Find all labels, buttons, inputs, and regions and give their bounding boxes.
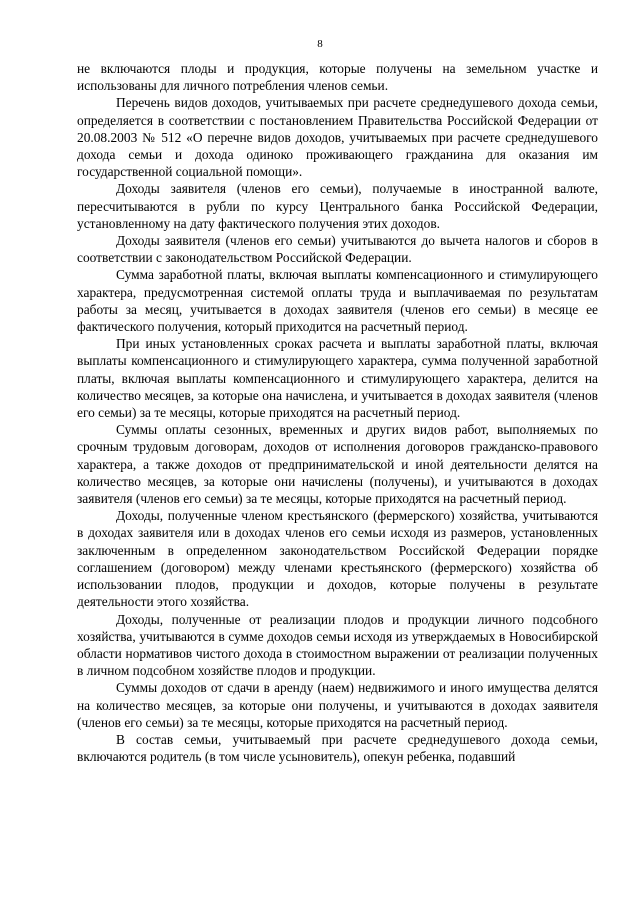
paragraph-4: Доходы заявителя (членов его семьи) учитываются до вычета налогов и сборов в соответствии с законодательством Российской Федерации. bbox=[77, 233, 598, 266]
page-number: 8 bbox=[317, 38, 323, 50]
document-body bbox=[77, 60, 598, 765]
paragraph-1: не включаются плоды и продукция, которые получены на земельном участке и использованы для личного потребления членов семьи. bbox=[77, 61, 598, 94]
paragraph-9: Доходы, полученные от реализации плодов и продукции личного подсобного хозяйства, учитываются в сумме доходов семьи исходя из утверждаемых в Новосибирской области нормативов чистого дохода в стоимостном выражении от реализации полученных в личном подсобном хозяйстве плодов и продукции. bbox=[77, 611, 598, 679]
paragraph-6: При иных установленных сроках расчета и выплаты заработной платы, включая выплаты компенсационного и стимулирующего характера, сумма полученной заработной платы, включая выплаты компенсационного и стимулирующего характера, делится на количество месяцев, за которые она начислена, и учитывается в доходах заявителя (членов его семьи) за те месяцы, которые приходятся на расчетный период. bbox=[77, 336, 598, 421]
paragraph-10: Суммы доходов от сдачи в аренду (наем) недвижимого и иного имущества делятся на количество месяцев, за которые они получены, и учитываются в доходах заявителя (членов его семьи) за те месяцы, которые приходятся на расчетный период. bbox=[77, 680, 598, 730]
paragraph-3: Доходы заявителя (членов его семьи), получаемые в иностранной валюте, пересчитываются в рубли по курсу Центрального банка Российской Федерации, установленному на дату фактического получения этих доходов. bbox=[77, 181, 598, 231]
paragraph-7: Суммы оплаты сезонных, временных и других видов работ, выполняемых по срочным трудовым договорам, доходов от исполнения договоров гражданско-правового характера, а также доходов от предпринимательской и иной деятельности делятся на количество месяцев, за которые они начислены (получены), и учитываются в доходах заявителя (членов его семьи) за те месяцы, которые приходятся на расчетный период. bbox=[77, 422, 598, 507]
paragraph-2: Перечень видов доходов, учитываемых при расчете среднедушевого дохода семьи, определяется в соответствии с постановлением Правительства Российской Федерации от 20.08.2003 № 512 «О перечне видов доходов, учитываемых при расчете среднедушевого дохода семьи и дохода одиноко проживающего гражданина для оказания им государственной социальной помощи». bbox=[77, 95, 598, 180]
paragraph-11: В состав семьи, учитываемый при расчете среднедушевого дохода семьи, включаются родитель (в том числе усыновитель), опекун ребенка, подавший bbox=[77, 731, 598, 765]
paragraph-5: Сумма заработной платы, включая выплаты компенсационного и стимулирующего характера, предусмотренная системой оплаты труда и выплачиваемая по результатам работы за месяц, учитывается в доходах заявителя (членов его семьи) в месяце ее фактического получения, который приходится на расчетный период. bbox=[77, 267, 598, 335]
paragraph-8: Доходы, полученные членом крестьянского (фермерского) хозяйства, учитываются в доходах заявителя или в доходах членов его семьи исходя из размеров, установленных заключенным в определенном законодательством Российской Федерации порядке соглашением (договором) между членами крестьянского (фермерского) хозяйства об использовании плодов, продукции и доходов, которые получены в результате деятельности этого хозяйства. bbox=[77, 508, 598, 610]
